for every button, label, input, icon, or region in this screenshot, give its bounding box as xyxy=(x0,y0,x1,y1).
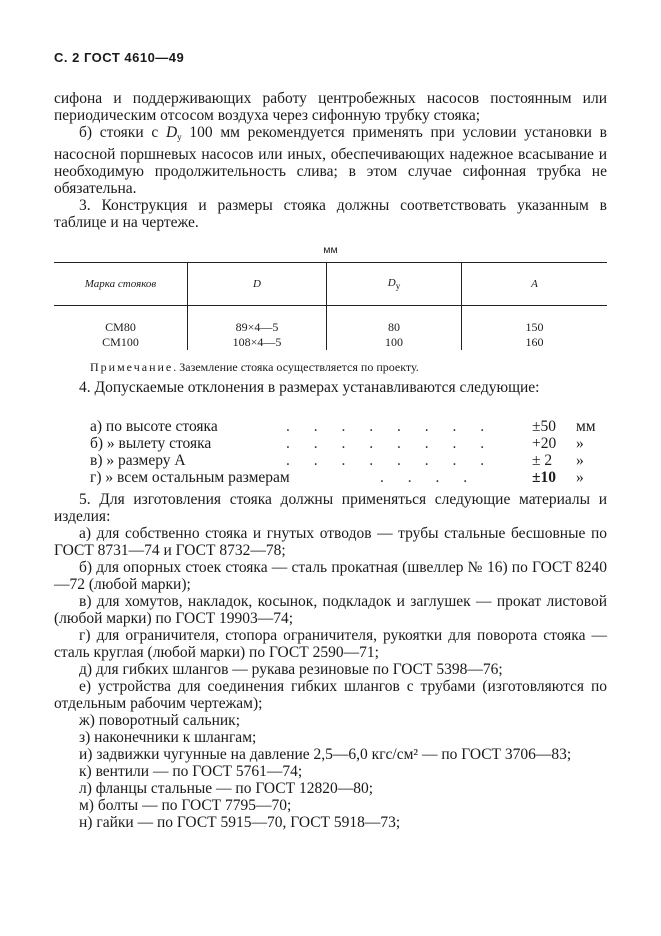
paragraph-construction: 3. Конструкция и размеры стояка должны соответствовать указанным в таблице и на чертеже. xyxy=(54,197,607,231)
paragraph-materials: 5. Для изготовления стояка должны применяться следующие материалы и изделия: xyxy=(54,491,607,525)
list-item: б) » вылету стояка . . . . . . . . +20 » xyxy=(90,435,584,452)
table-unit-label: мм xyxy=(323,244,338,256)
table-row xyxy=(54,306,607,336)
cell-dy: 80 xyxy=(327,306,462,336)
tolerance-list xyxy=(90,418,610,486)
materials-section xyxy=(54,491,607,831)
paragraph-tolerances: 4. Допускаемые отклонения в размерах устанавливаются следующие: xyxy=(79,379,540,396)
header-mark: Марка стояков xyxy=(54,263,188,306)
intro-text xyxy=(54,90,607,231)
list-item: ж) поворотный сальник; xyxy=(79,712,241,729)
dimensions-table xyxy=(54,262,607,350)
list-item: г) » всем остальным размерам . . . . ±10 » xyxy=(90,469,584,486)
list-item: н) гайки — по ГОСТ 5915—70, ГОСТ 5918—73; xyxy=(79,814,401,831)
list-item: а) по высоте стояка . . . . . . . . ±50 мм xyxy=(90,418,596,435)
cell-mark: СМ80 xyxy=(105,320,136,334)
list-item: м) болты — по ГОСТ 7795—70; xyxy=(79,797,292,814)
cell-a: 150 xyxy=(462,306,608,336)
list-item: г) для ограничителя, стопора ограничителя, рукоятки для поворота стояка — сталь круглая (любой марки) по ГОСТ 2590—71; xyxy=(54,627,607,661)
note-text: . Заземление стояка осуществляется по проекту. xyxy=(173,360,419,374)
cell-d: 89×4—5 xyxy=(188,306,327,336)
list-item: б) для опорных стоек стояка — сталь прокатная (швеллер № 16) по ГОСТ 8240—72 (любой марки); xyxy=(54,559,607,593)
table-header-row xyxy=(54,263,607,306)
symbol-d: D xyxy=(165,124,178,141)
list-item: в) для хомутов, накладок, косынок, подкладок и заглушек — прокат листовой (любой марки) по ГОСТ 19903—74; xyxy=(54,593,607,627)
cell-dy: 100 xyxy=(327,335,462,350)
list-item: л) фланцы стальные — по ГОСТ 12820—80; xyxy=(79,780,374,797)
cell-mark: СМ100 xyxy=(102,335,139,349)
cell-d: 108×4—5 xyxy=(188,335,327,350)
list-item: д) для гибких шлангов — рукава резиновые по ГОСТ 5398—76; xyxy=(79,661,503,678)
list-item: з) наконечники к шлангам; xyxy=(79,729,257,746)
list-item: и) задвижки чугунные на давление 2,5—6,0 кгс/см² — по ГОСТ 3706—83; xyxy=(79,746,572,763)
table-note xyxy=(90,360,419,375)
list-item: в) » размеру А . . . . . . . . ± 2 » xyxy=(90,452,584,469)
list-item: е) устройства для соединения гибких шлангов с трубами (изготовляются по отдельным рабочим чертежам); xyxy=(54,678,607,712)
paragraph-standpipe-b: б) стояки с $D_у$ 100 мм рекомендуется применять при условии установки в насосной поршневых насосов или иных, обеспечивающих надежное всасывание и необходимую продолжительность слива; в этом случае сифонная трубка не обязательна. xyxy=(54,124,607,197)
header-dy: $D_у$ xyxy=(327,263,462,306)
header-d: D xyxy=(188,263,327,306)
list-item: а) для собственно стояка и гнутых отводов — трубы стальные бесшовные по ГОСТ 8731—74 и ГОСТ 8732—78; xyxy=(54,525,607,559)
tolerance-intro xyxy=(54,379,607,396)
paragraph-siphon: сифона и поддерживающих работу центробежных насосов постоянным или периодическим отсосом воздуха через сифонную трубку стояка; xyxy=(54,90,607,124)
list-item: к) вентили — по ГОСТ 5761—74; xyxy=(79,763,303,780)
table-row xyxy=(54,335,607,350)
note-label: Примечание xyxy=(90,360,174,374)
cell-a: 160 xyxy=(462,335,608,350)
page-header: С. 2 ГОСТ 4610—49 xyxy=(54,50,185,65)
header-a: А xyxy=(462,263,608,306)
